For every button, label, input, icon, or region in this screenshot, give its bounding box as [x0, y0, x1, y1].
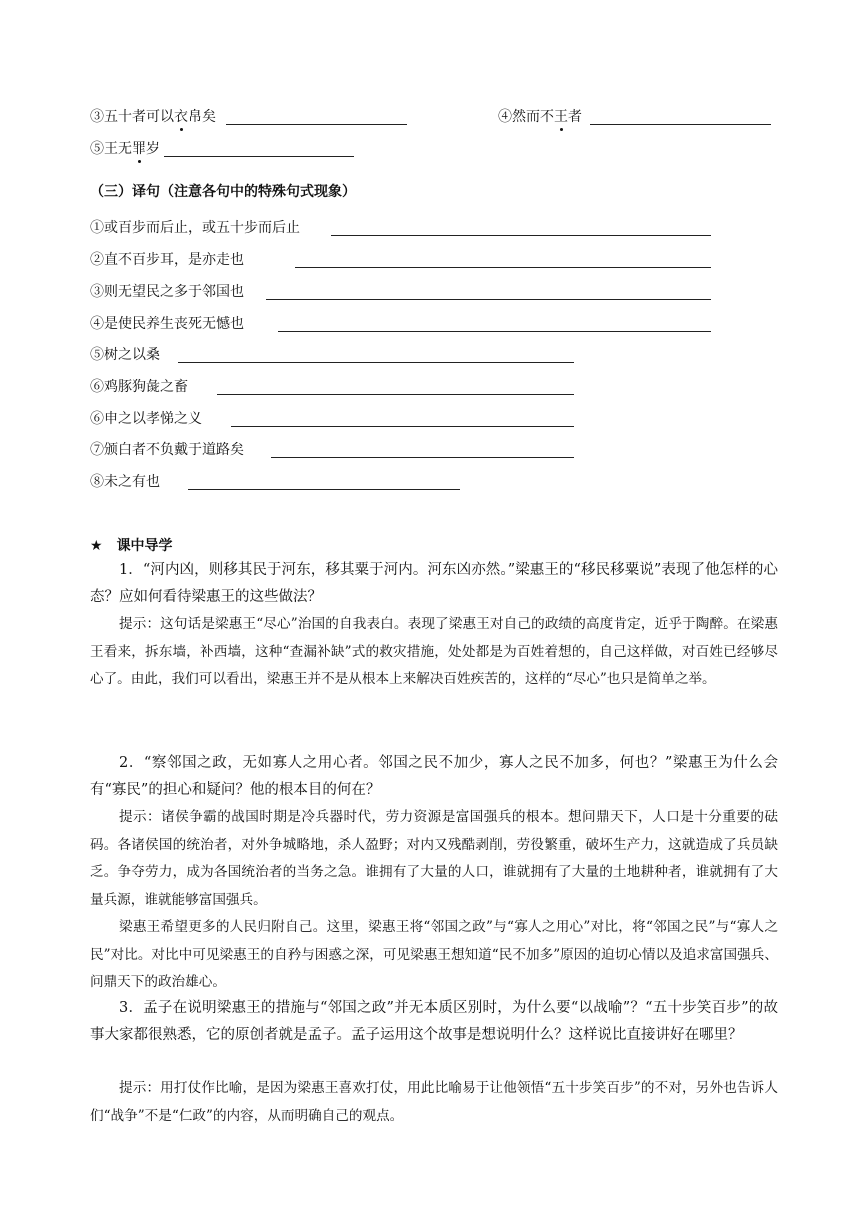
sentence-1: ①或百步而后止，或五十步而后止 [90, 220, 300, 236]
guide-title: 课中导学 [116, 538, 173, 554]
hint-2: 提示：诸侯争霸的战国时期是冷兵器时代，劳力资源是富国强兵的根本。想问鼎天下，人口是十分重要的砝码。各诸侯国的统治者，对外争城略地，杀人盈野；对内又残酷剥削，劳役繁重，破坏生产力，这就造成了兵员缺乏。争夺劳力，成为各国统治者的当务之急。谁拥有了大量的人口，谁就拥有了大量的土地耕种者，谁就拥有了大量兵源，谁就能够富国强兵。 [90, 809, 778, 908]
sentence-8: ⑧未之有也 [90, 474, 160, 490]
translation-blank-1[interactable] [331, 235, 711, 236]
answer-blank-5[interactable] [164, 156, 354, 157]
sentence-5: ⑤树之以桑 [90, 347, 160, 363]
translation-blank-7[interactable] [271, 457, 574, 458]
word-item-4 [498, 107, 582, 127]
word-item-5-key: 罪 [132, 141, 146, 157]
word-item-5-suffix: 岁 [146, 141, 160, 157]
word-item-4-suffix: 者 [568, 109, 582, 125]
sentence-4: ④是使民养生丧死无憾也 [90, 316, 244, 332]
sentence-3: ③则无望民之多于邻国也 [90, 284, 244, 300]
word-item-3-key: 衣 [174, 109, 188, 125]
answer-blank-4[interactable] [590, 124, 771, 125]
hint-2-continued: 梁惠王希望更多的人民归附自己。这里，梁惠王将“邻国之政”与“寡人之用心”对比，将“邻国之民”与“寡人之民”对比。对比中可见梁惠王的自矜与困惑之深，可见梁惠王想知道“民不加多”原因的迫切心情以及追求富国强兵、问鼎天下的政治雄心。 [90, 919, 778, 990]
translation-blank-2[interactable] [295, 267, 711, 268]
translation-blank-6[interactable] [217, 394, 574, 395]
section-heading-translate: （三）译句（注意各句中的特殊句式现象） [90, 184, 356, 200]
word-item-3-suffix: 帛矣 [188, 109, 216, 125]
word-item-3 [90, 107, 216, 127]
translation-blank-5[interactable] [178, 362, 574, 363]
sentence-2: ②直不百步耳，是亦走也 [90, 252, 244, 268]
translation-blank-6b[interactable] [231, 426, 574, 427]
word-item-5 [90, 139, 160, 159]
translation-blank-3[interactable] [266, 299, 711, 300]
translation-blank-8[interactable] [188, 489, 460, 490]
sentence-7: ⑦颁白者不负戴于道路矣 [90, 442, 244, 458]
guide-heading [90, 535, 173, 555]
word-item-4-prefix: ④然而不 [498, 109, 554, 125]
word-item-3-prefix: ③五十者可以 [90, 109, 174, 125]
sentence-6b: ⑥申之以孝悌之义 [90, 411, 202, 427]
star-icon: ★ [90, 538, 103, 554]
translation-blank-4[interactable] [278, 331, 711, 332]
hint-1: 提示：这句话是梁惠王“尽心”治国的自我表白。表现了梁惠王对自己的政绩的高度肯定，近乎于陶醉。在梁惠王看来，拆东墙，补西墙，这种“查漏补缺”式的救灾措施，处处都是为百姓着想的，自己这样做，对百姓已经够尽心了。由此，我们可以看出，梁惠王并不是从根本上来解决百姓疾苦的，这样的“尽心”也只是简单之举。 [90, 616, 778, 687]
hint-3: 提示：用打仗作比喻，是因为梁惠王喜欢打仗，用此比喻易于让他领悟“五十步笑百步”的不对，另外也告诉人们“战争”不是“仁政”的内容，从而明确自己的观点。 [90, 1080, 778, 1124]
word-item-4-key: 王 [554, 109, 568, 125]
answer-blank-3[interactable] [226, 124, 407, 125]
word-item-5-prefix: ⑤王无 [90, 141, 132, 157]
sentence-6: ⑥鸡豚狗彘之畜 [90, 379, 188, 395]
question-1: 1．“河内凶，则移其民于河东，移其粟于河内。河东凶亦然。”梁惠王的“移民移粟说”表现了他怎样的心态？应如何看待梁惠王的这些做法？ [90, 562, 778, 605]
question-2: 2．“察邻国之政，无如寡人之用心者。邻国之民不加少，寡人之民不加多，何也？”梁惠王为什么会有“寡民”的担心和疑问？他的根本目的何在？ [90, 755, 778, 798]
question-3: 3．孟子在说明梁惠王的措施与“邻国之政”并无本质区别时，为什么要“以战喻”？“五十步笑百步”的故事大家都很熟悉，它的原创者就是孟子。孟子运用这个故事是想说明什么？这样说比直接讲好在哪里？ [90, 1000, 778, 1043]
